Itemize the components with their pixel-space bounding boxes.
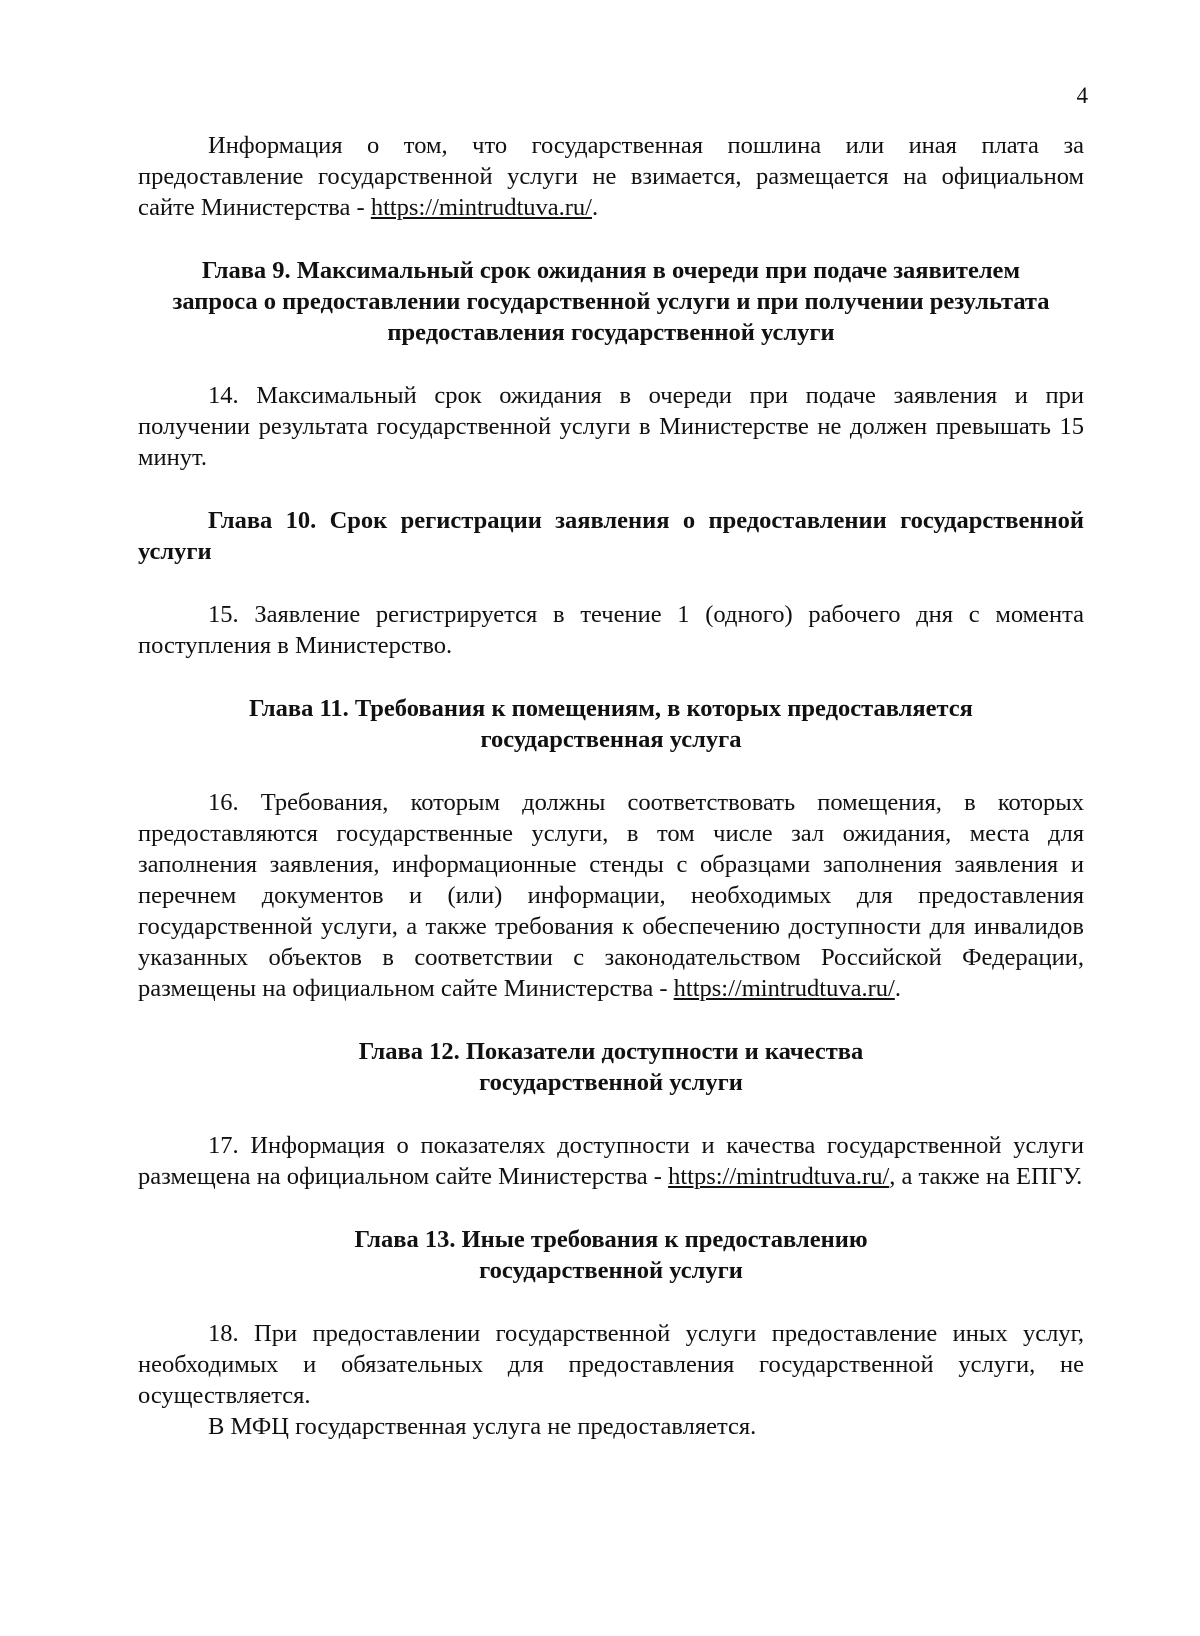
paragraph-18-mfc: В МФЦ государственная услуга не предоставляется. — [208, 1413, 757, 1440]
chapter-9-line-1: Глава 9. Максимальный срок ожидания в очереди при подаче заявителем — [201, 257, 1021, 284]
paragraph-16-text-end: . — [894, 975, 901, 1002]
ministry-site-link[interactable]: https://mintrudtuva.ru/ — [370, 194, 592, 221]
paragraph-15: 15. Заявление регистрируется в течение 1 (одного) рабочего дня с момента поступления в Министерство. — [138, 601, 1084, 659]
paragraph-17-text: 17. Информация о показателях доступности и качества государственной услуги размещена на официальном сайте Министерства - — [138, 1132, 1084, 1190]
chapter-13-line-1: Глава 13. Иные требования к предоставлению — [354, 1226, 868, 1253]
chapter-11-heading — [138, 693, 1084, 755]
chapter-12-line-1: Глава 12. Показатели доступности и качества — [358, 1038, 864, 1065]
intro-text-end: . — [591, 194, 599, 221]
document-body — [138, 130, 1084, 1442]
chapter-13-line-2: государственной услуги — [479, 1257, 743, 1284]
ministry-site-link[interactable]: https://mintrudtuva.ru/ — [668, 1163, 890, 1190]
ministry-site-link[interactable]: https://mintrudtuva.ru/ — [673, 975, 895, 1002]
paragraph-16-text: 16. Требования, которым должны соответствовать помещения, в которых предоставляются государственные услуги, в том числе зал ожидания, места для заполнения заявления, информационные стенды с образцами заполнения заявления и перечнем документов и (или) информации, необходимых для предоставления государственной услуги, а также требования к обеспечению доступности для инвалидов указанных объектов в соответствии с законодательством Российской Федерации, размещены на официальном сайте Министерства - — [138, 789, 1084, 1002]
chapter-12-line-2: государственной услуги — [479, 1069, 743, 1096]
chapter-9-heading — [138, 255, 1084, 348]
chapter-9-line-3: предоставления государственной услуги — [387, 319, 835, 346]
paragraph-16 — [138, 787, 1084, 1004]
intro-paragraph — [138, 130, 1084, 223]
intro-text: Информация о том, что государственная пошлина или иная плата за предоставление государственной услуги не взимается, размещается на официальном сайте Министерства - — [138, 132, 1084, 221]
chapter-10-heading: Глава 10. Срок регистрации заявления о предоставлении государственной услуги — [138, 507, 1084, 565]
paragraph-18: 18. При предоставлении государственной услуги предоставление иных услуг, необходимых и обязательных для предоставления государственной услуги, не осуществляется. — [138, 1320, 1084, 1409]
chapter-9-line-2: запроса о предоставлении государственной услуги и при получении результата — [172, 288, 1050, 315]
chapter-12-heading — [138, 1036, 1084, 1098]
chapter-11-line-2: государственная услуга — [480, 726, 742, 753]
chapter-13-heading — [138, 1224, 1084, 1286]
paragraph-14: 14. Максимальный срок ожидания в очереди при подаче заявления и при получении результата государственной услуги в Министерстве не должен превышать 15 минут. — [138, 382, 1084, 471]
page-number: 4 — [1076, 83, 1088, 108]
paragraph-17-text-end: , а также на ЕПГУ. — [889, 1163, 1083, 1190]
paragraph-17 — [138, 1130, 1084, 1192]
chapter-11-line-1: Глава 11. Требования к помещениям, в которых предоставляется — [249, 695, 973, 722]
